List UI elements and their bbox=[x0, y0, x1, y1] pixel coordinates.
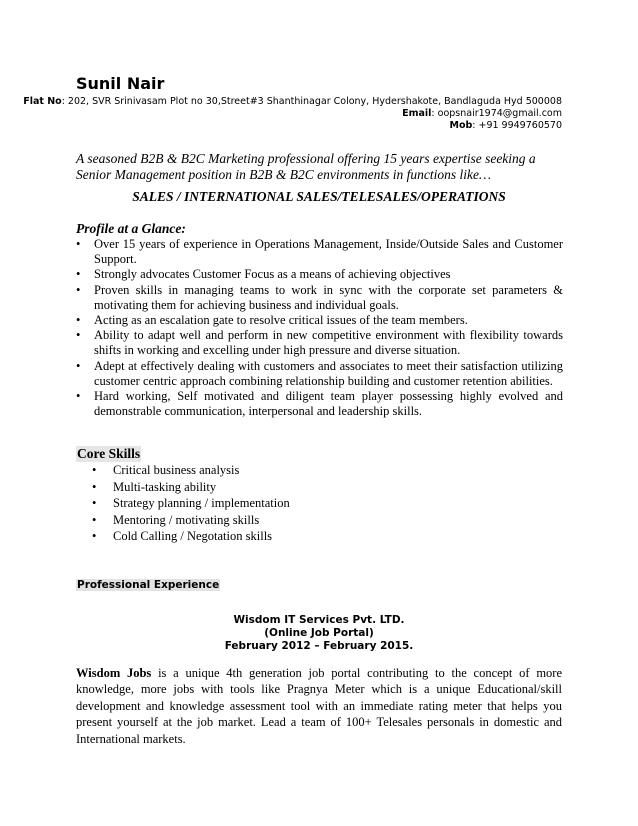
email-value: : oopsnair1974@gmail.com bbox=[431, 108, 562, 119]
bullet-icon: • bbox=[92, 529, 97, 544]
bullet-icon: • bbox=[76, 328, 81, 343]
company-type: (Online Job Portal) bbox=[264, 627, 374, 639]
bullet-icon: • bbox=[76, 282, 81, 297]
skill-item: • Critical business analysis bbox=[92, 463, 240, 477]
bullet-icon: • bbox=[76, 358, 81, 373]
mobile-value: : +91 9949760570 bbox=[472, 120, 562, 131]
profile-title: Profile at a Glance: bbox=[76, 221, 186, 236]
profile-item: • Ability to adapt well and perform in new competitive environment with flexibility towards shifts in working and excelling under high pressure and diverse situation. bbox=[76, 328, 563, 358]
profile-item: • Over 15 years of experience in Operations Management, Inside/Outside Sales and Customer Support. bbox=[76, 237, 563, 267]
profile-item: • Adept at effectively dealing with customers and associates to meet their satisfaction utilizing customer centric approach combining relationship building and customer retention abilities. bbox=[76, 358, 563, 388]
address-value: : 202, SVR Srinivasam Plot no 30,Street#3 Shanthinagar Colony, Hydershakote, Bandlaguda Hyd 500008 bbox=[61, 96, 562, 107]
mobile-label: Mob bbox=[449, 120, 473, 131]
skill-item: • Cold Calling / Negotation skills bbox=[92, 529, 273, 544]
profile-list bbox=[76, 237, 563, 419]
candidate-name: Sunil Nair bbox=[76, 74, 165, 93]
employer-brand: Wisdom Jobs bbox=[76, 666, 152, 680]
career-summary: A seasoned B2B & B2C Marketing professional offering 15 years expertise seeking a Senior Management position in B2B & B2C environments in functions like… bbox=[76, 151, 536, 182]
profile-item: • Strongly advocates Customer Focus as a means of achieving objectives bbox=[76, 267, 451, 282]
bullet-icon: • bbox=[76, 389, 81, 404]
bullet-icon: • bbox=[92, 463, 97, 477]
email-label: Email bbox=[402, 108, 432, 119]
skill-item: • Strategy planning / implementation bbox=[92, 496, 290, 511]
profile-item: • Hard working, Self motivated and diligent team player possessing highly evolved and demonstrable communication, interpersonal and leadership skills. bbox=[76, 389, 563, 419]
job-description-text: is a unique 4th generation job portal contributing to the concept of more knowledge, more jobs with tools like Pragnya Meter which is a unique Educational/skill development and knowledge assessment tool with an immediate rating meter that helps you present yourself at the job market. Lead a team of 100+ Telesales personals in domestic and International markets. bbox=[76, 666, 562, 746]
bullet-icon: • bbox=[76, 237, 81, 251]
employment-period: February 2012 – February 2015. bbox=[224, 640, 414, 652]
bullet-icon: • bbox=[92, 496, 97, 511]
profile-item: • Proven skills in managing teams to work in sync with the corporate set parameters & motivating them for achieving business and individual goals. bbox=[76, 282, 563, 312]
experience-title: Professional Experience bbox=[77, 579, 220, 591]
bullet-icon: • bbox=[92, 479, 97, 494]
bullet-icon: • bbox=[76, 267, 81, 282]
mobile-line bbox=[449, 119, 562, 132]
job-description bbox=[76, 665, 562, 747]
skill-item: • Multi-tasking ability bbox=[92, 479, 217, 494]
profile-item: • Acting as an escalation gate to resolve critical issues of the team members. bbox=[76, 313, 468, 328]
skill-item: • Mentoring / motivating skills bbox=[92, 512, 260, 527]
sales-heading: SALES / INTERNATIONAL SALES/TELESALES/OPERATIONS bbox=[132, 189, 506, 204]
bullet-icon: • bbox=[76, 313, 81, 328]
core-skills-list bbox=[92, 462, 290, 545]
company-name: Wisdom IT Services Pvt. LTD. bbox=[233, 614, 405, 626]
core-skills-title: Core Skills bbox=[77, 446, 141, 461]
address-label: Flat No bbox=[23, 96, 62, 107]
bullet-icon: • bbox=[92, 512, 97, 527]
